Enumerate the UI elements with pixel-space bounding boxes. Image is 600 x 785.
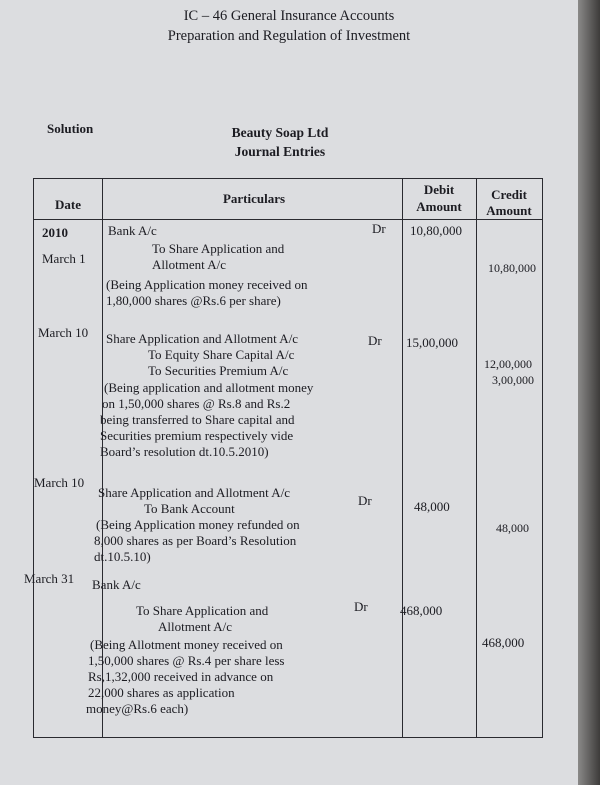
entry-3-credit-amount: 48,000 [496,521,529,535]
entry-3-debit-account: Share Application and Allotment A/c [98,485,291,500]
entry-4-credit-line-1: To Share Application and [136,603,269,618]
entry-3-date: March 10 [34,475,85,490]
entry-2-narration-5: Board’s resolution dt.10.5.2010) [100,444,269,459]
header-row-divider [34,219,542,220]
entry-3-credit-line-1: To Bank Account [144,501,235,516]
col-divider-particulars [402,179,403,737]
entry-2-credit-amount-2: 3,00,000 [492,373,534,387]
entry-1-debit-account: Bank A/c [108,223,157,238]
entry-3-narration-2: 8,000 shares as per Board’s Resolution [94,533,297,548]
entry-2-dr: Dr [368,333,382,348]
entry-1-narration-1: (Being Application money received on [106,277,308,292]
entry-1-date: March 1 [42,251,86,266]
col-header-date: Date [55,197,81,212]
col-header-particulars: Particulars [222,191,286,206]
entry-2-narration-2: on 1,50,000 shares @ Rs.8 and Rs.2 [102,396,291,411]
header-line-2: Preparation and Regulation of Investment [167,28,411,44]
col-header-credit-1: Credit [491,187,527,202]
entry-1-credit-line-2: Allotment A/c [152,257,227,272]
entry-3-dr: Dr [358,493,372,508]
page-edge-shadow [578,0,600,785]
entry-4-dr: Dr [354,599,368,614]
entry-2-date: March 10 [38,325,89,340]
entry-4-credit-line-2: Allotment A/c [158,619,233,634]
col-header-debit-1: Debit [423,182,455,197]
journal-subtitle: Journal Entries [234,144,326,159]
entry-2-narration-3: being transferred to Share capital and [100,412,295,427]
entry-2-credit-amount-1: 12,00,000 [484,357,532,371]
company-name: Beauty Soap Ltd [231,125,329,140]
entry-2-debit-amount: 15,00,000 [406,335,458,350]
entry-3-narration-1: (Being Application money refunded on [96,517,300,532]
entry-2-narration-4: Securities premium respectively vide [100,428,294,443]
entry-2-debit-account: Share Application and Allotment A/c [106,331,299,346]
entry-4-debit-amount: 468,000 [400,603,443,618]
entry-4-narration-5: money@Rs.6 each) [86,701,189,716]
entry-4-credit-amount: 468,000 [482,635,525,650]
solution-label: Solution [47,121,94,136]
header-line-1: IC – 46 General Insurance Accounts [183,8,395,24]
entry-4-date: March 31 [24,571,75,586]
entry-1-credit-line-1: To Share Application and [152,241,285,256]
entry-3-debit-amount: 48,000 [414,499,450,514]
entry-2-credit-line-2: To Securities Premium A/c [148,363,289,378]
entry-1-credit-amount: 10,80,000 [488,261,536,275]
entry-1-dr: Dr [372,221,386,236]
entry-1-debit-amount: 10,80,000 [410,223,462,238]
entry-1-year: 2010 [42,225,68,240]
entry-3-narration-3: dt.10.5.10) [94,549,151,564]
entry-4-narration-2: 1,50,000 shares @ Rs.4 per share less [88,653,285,668]
col-header-credit-2: Amount [486,203,532,218]
entry-2-credit-line-1: To Equity Share Capital A/c [148,347,295,362]
entry-2-narration-1: (Being application and allotment money [104,380,314,395]
col-divider-debit [476,179,477,737]
entry-4-narration-3: Rs,1,32,000 received in advance on [88,669,274,684]
col-header-debit-2: Amount [416,199,462,214]
entry-4-narration-4: 22,000 shares as application [88,685,235,700]
entry-4-debit-account: Bank A/c [92,577,141,592]
journal-table [24,178,543,738]
entry-4-narration-1: (Being Allotment money received on [90,637,283,652]
entry-1-narration-2: 1,80,000 shares @Rs.6 per share) [106,293,281,308]
